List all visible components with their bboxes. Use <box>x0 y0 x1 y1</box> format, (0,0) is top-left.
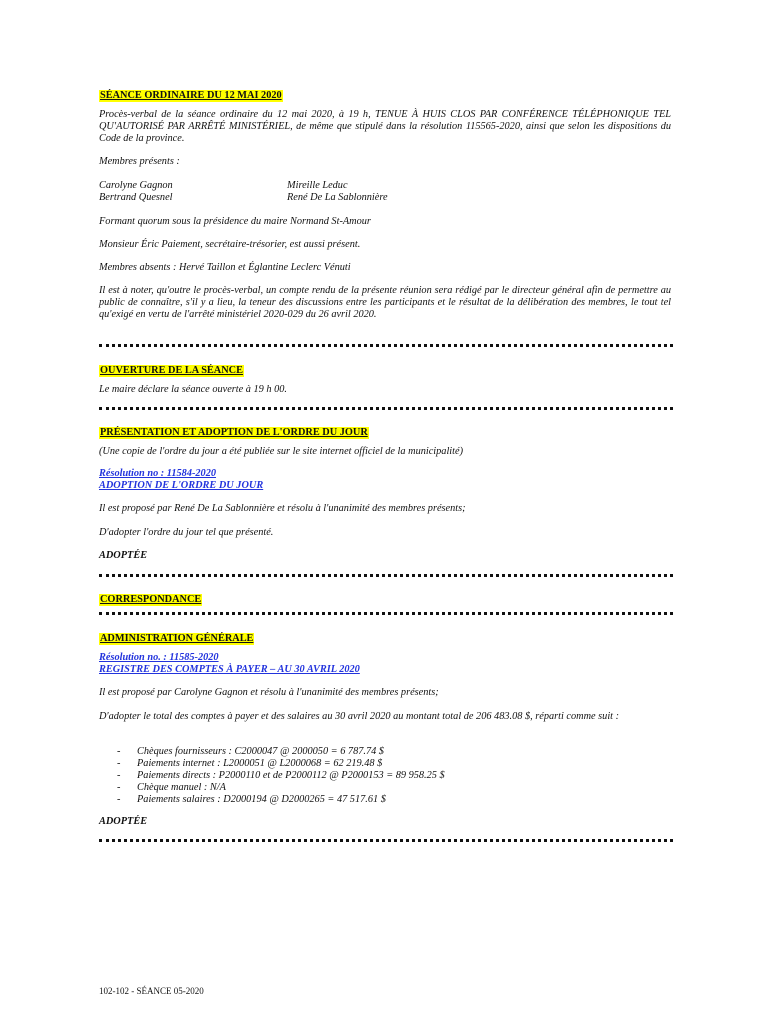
member-name: René De La Sablonnière <box>287 192 388 203</box>
member-name: Mireille Leduc <box>287 180 348 191</box>
members-present-label: Membres présents : <box>99 156 180 167</box>
members-present-list <box>99 180 388 204</box>
resolution-link[interactable]: Résolution no. : 11585-2020 <box>99 652 219 663</box>
member-name: Carolyne Gagnon <box>99 180 173 191</box>
list-item: - Chèques fournisseurs : C2000047 @ 2000050 = 6 787.74 $ <box>117 746 445 758</box>
ordre-adopt: D'adopter l'ordre du jour tel que présenté. <box>99 527 274 538</box>
ordre-note: (Une copie de l'ordre du jour a été publiée sur le site internet officiel de la municipalité) <box>99 446 464 457</box>
administration-proposed: Il est proposé par Carolyne Gagnon et résolu à l'unanimité des membres présents; <box>99 687 439 698</box>
resolution-title-link[interactable]: REGISTRE DES COMPTES À PAYER – AU 30 AVRIL 2020 <box>99 664 360 675</box>
section-separator <box>99 839 673 845</box>
ouverture-title: OUVERTURE DE LA SÉANCE <box>100 365 243 376</box>
list-item: - Paiements salaires : D2000194 @ D2000265 = 47 517.61 $ <box>117 794 445 806</box>
member-name: Bertrand Quesnel <box>99 192 173 203</box>
seance-intro: Procès-verbal de la séance ordinaire du 12 mai 2020, à 19 h, TENUE À HUIS CLOS PAR CONFÉRENCE TÉLÉPHONIQUE TEL QU'AUTORISÉ PAR ARRÊTÉ MINISTÉRIEL, de même que stipulé dans la résolution 115565-2020, ainsi que selon les dispositions du Code de la province. <box>99 109 671 144</box>
secretary-text: Monsieur Éric Paiement, secrétaire-trésorier, est aussi présent. <box>99 239 361 250</box>
correspondance-title: CORRESPONDANCE <box>100 594 202 605</box>
list-item: - Paiements directs : P2000110 et de P2000112 @ P2000153 = 89 958.25 $ <box>117 770 445 782</box>
absent-members-text: Membres absents : Hervé Taillon et Églantine Leclerc Vénuti <box>99 262 351 273</box>
ordre-adopted: ADOPTÉE <box>99 550 148 561</box>
section-separator <box>99 344 673 350</box>
ouverture-text: Le maire déclare la séance ouverte à 19 h 00. <box>99 384 287 395</box>
resolution-title-link[interactable]: ADOPTION DE L'ORDRE DU JOUR <box>99 480 264 491</box>
administration-title: ADMINISTRATION GÉNÉRALE <box>100 633 254 644</box>
section-separator <box>99 407 673 413</box>
list-item: - Chèque manuel : N/A <box>117 782 445 794</box>
list-item: - Paiements internet : L2000051 @ L2000068 = 62 219.48 $ <box>117 758 445 770</box>
resolution-link[interactable]: Résolution no : 11584-2020 <box>99 468 217 479</box>
quorum-text: Formant quorum sous la présidence du maire Normand St-Amour <box>99 216 371 227</box>
seance-title: SÉANCE ORDINAIRE DU 12 MAI 2020 <box>100 90 282 101</box>
administration-adopt: D'adopter le total des comptes à payer et des salaires au 30 avril 2020 au montant total de 206 483.08 $, réparti comme suit : <box>99 711 620 722</box>
section-separator <box>99 612 673 618</box>
section-separator <box>99 574 673 580</box>
ordre-proposed: Il est proposé par René De La Sablonnière et résolu à l'unanimité des membres présents; <box>99 503 466 514</box>
note-text: Il est à noter, qu'outre le procès-verbal, un compte rendu de la présente réunion sera rédigé par le directeur général afin de permettre au public de connaître, s'il y a lieu, la teneur des discussions entre les participants et le résultat de la délibération des membres, le tout tel qu'exigé en vertu de l'arrêté ministériel 2020-029 du 26 avril 2020. <box>99 285 671 320</box>
payments-list <box>99 746 445 806</box>
page-footer: 102-102 - SÉANCE 05-2020 <box>99 986 204 996</box>
ordre-title: PRÉSENTATION ET ADOPTION DE L'ORDRE DU JOUR <box>100 427 368 438</box>
administration-adopted: ADOPTÉE <box>99 816 148 827</box>
